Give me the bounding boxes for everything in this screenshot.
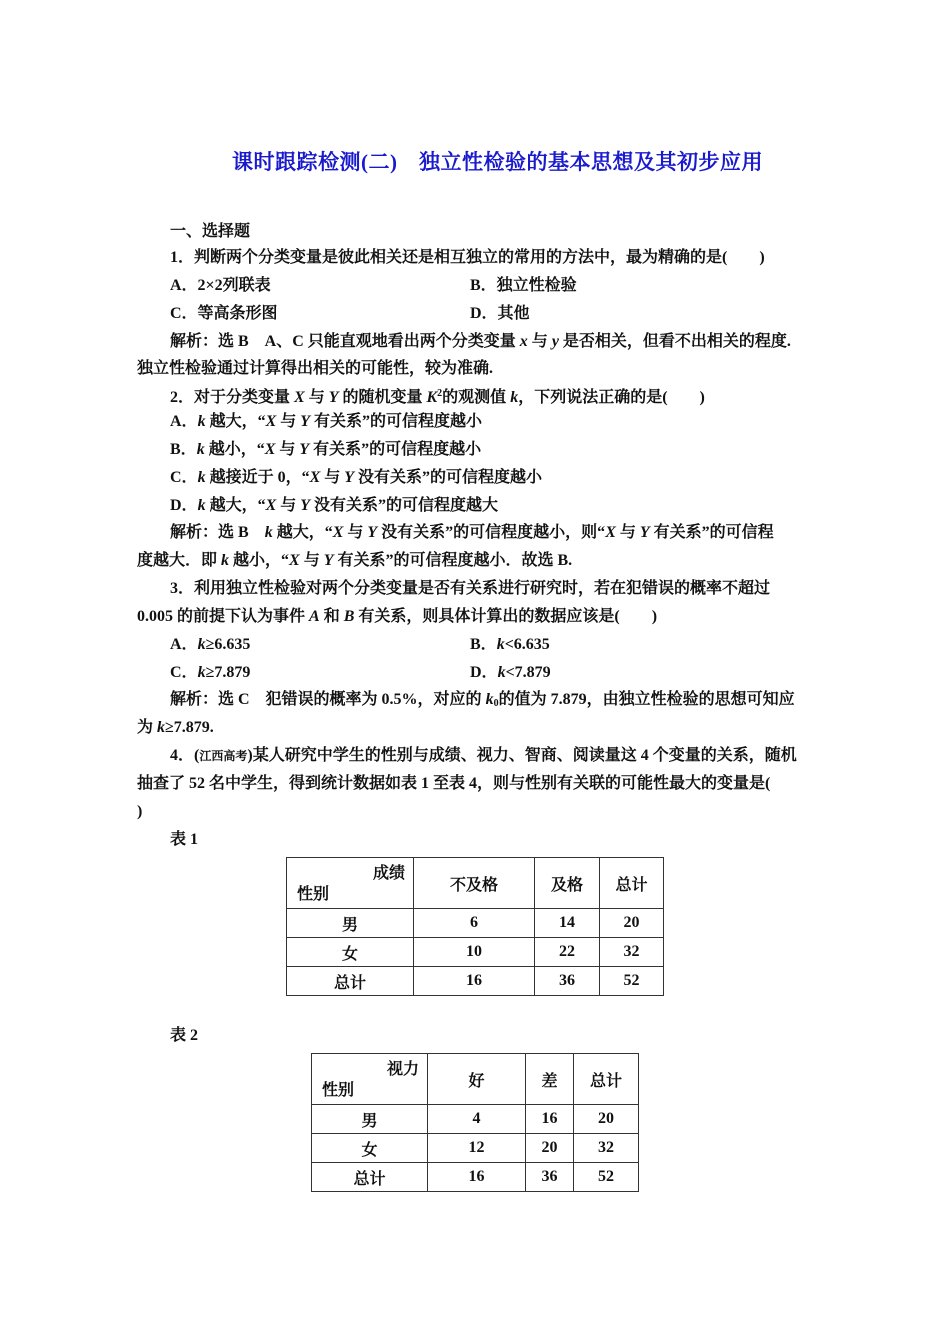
- table-cell: 16: [428, 1163, 526, 1192]
- table-cell: 20: [574, 1105, 639, 1134]
- q2-option-b: B．k 越小，“X 与 Y 有关系”的可信程度越小: [170, 441, 482, 458]
- q1-analysis-line1: 解析：选 B A、C 只能直观地看出两个分类变量 x 与 y 是否相关，但看不出相关的程度.: [170, 333, 791, 350]
- table-cell: 14: [535, 909, 600, 938]
- section-heading: 一、选择题: [170, 223, 251, 240]
- table-cell: 32: [574, 1134, 639, 1163]
- q2-analysis-line2: 度越大．即 k 越小，“X 与 Y 有关系”的可信程度越小．故选 B.: [137, 552, 573, 569]
- table1: [286, 857, 664, 996]
- table1-corner-cell: 成绩 性别: [287, 858, 414, 909]
- table-row: [287, 967, 664, 996]
- table-row: [287, 938, 664, 967]
- q4-stem-line3: ): [137, 803, 143, 820]
- table-cell: 6: [414, 909, 535, 938]
- q3-stem-line1: 3．利用独立性检验对两个分类变量是否有关系进行研究时，若在犯错误的概率不超过: [170, 580, 771, 597]
- row-label: 男: [287, 909, 414, 938]
- q3-option-b: B．k<6.635: [470, 636, 550, 653]
- q2-option-c: C．k 越接近于 0，“X 与 Y 没有关系”的可信程度越小: [170, 469, 543, 486]
- table1-col-header: 及格: [535, 858, 600, 909]
- row-label: 总计: [287, 967, 414, 996]
- table2: [311, 1053, 639, 1192]
- table1-col-header: 总计: [600, 858, 664, 909]
- row-label: 女: [287, 938, 414, 967]
- table-cell: 20: [600, 909, 664, 938]
- table-cell: 36: [535, 967, 600, 996]
- q3-analysis-line2: 为 k≥7.879.: [137, 719, 214, 736]
- q3-option-d: D．k<7.879: [470, 664, 551, 681]
- table-cell: 16: [414, 967, 535, 996]
- table2-col-header: 差: [526, 1054, 574, 1105]
- q2-stem: 2．对于分类变量 X 与 Y 的随机变量 $K^2$的观测值 k，下列说法正确的是( ): [170, 388, 705, 406]
- q1-option-c: C．等高条形图: [170, 305, 278, 322]
- table-cell: 32: [600, 938, 664, 967]
- q1-option-a: A．2×2列联表: [170, 277, 271, 294]
- table2-col-header: 总计: [574, 1054, 639, 1105]
- q2-option-d: D．k 越大，“X 与 Y 没有关系”的可信程度越大: [170, 497, 499, 514]
- table2-corner-cell: 视力 性别: [312, 1054, 428, 1105]
- table-cell: 22: [535, 938, 600, 967]
- table-cell: 20: [526, 1134, 574, 1163]
- table1-caption: 表 1: [170, 831, 199, 848]
- table-cell: 36: [526, 1163, 574, 1192]
- table-row: [312, 1105, 639, 1134]
- q1-option-d: D．其他: [470, 305, 530, 322]
- q3-option-a: A．k≥6.635: [170, 636, 251, 653]
- q3-stem-line2: 0.005 的前提下认为事件 A 和 B 有关系，则具体计算出的数据应该是( ): [137, 608, 658, 625]
- q2-option-a: A．k 越大，“X 与 Y 有关系”的可信程度越小: [170, 413, 483, 430]
- table-cell: 10: [414, 938, 535, 967]
- table-row: [312, 1134, 639, 1163]
- table-cell: 52: [600, 967, 664, 996]
- q1-option-b: B．独立性检验: [470, 277, 577, 294]
- q1-stem: 1．判断两个分类变量是彼此相关还是相互独立的常用的方法中，最为精确的是( ): [170, 249, 765, 266]
- q4-stem-line1: 4．(江西高考)某人研究中学生的性别与成绩、视力、智商、阅读量这 4 个变量的关系，随机: [170, 747, 797, 764]
- table-cell: 52: [574, 1163, 639, 1192]
- q1-analysis-line2: 独立性检验通过计算得出相关的可能性，较为准确.: [137, 360, 494, 377]
- row-label: 女: [312, 1134, 428, 1163]
- table1-col-header: 不及格: [414, 858, 535, 909]
- source-tag: 江西高考: [199, 749, 248, 763]
- q3-option-c: C．k≥7.879: [170, 664, 251, 681]
- table-cell: 12: [428, 1134, 526, 1163]
- table-cell: 4: [428, 1105, 526, 1134]
- table-row: [312, 1163, 639, 1192]
- table2-caption: 表 2: [170, 1027, 199, 1044]
- q2-analysis-line1: 解析：选 B k 越大，“X 与 Y 没有关系”的可信程度越小，则“X 与 Y 有关系”的可信程: [170, 524, 774, 541]
- q3-analysis-line1: 解析：选 C 犯错误的概率为 0.5%，对应的 $k_0$的值为 7.879，由独立性检验的思想可知应: [170, 691, 795, 709]
- table-row: [287, 909, 664, 938]
- row-label: 总计: [312, 1163, 428, 1192]
- row-label: 男: [312, 1105, 428, 1134]
- page-title: 课时跟踪检测(二) 独立性检验的基本思想及其初步应用: [232, 150, 763, 174]
- table2-col-header: 好: [428, 1054, 526, 1105]
- table-cell: 16: [526, 1105, 574, 1134]
- q4-stem-line2: 抽查了 52 名中学生，得到统计数据如表 1 至表 4，则与性别有关联的可能性最大的变量是(: [137, 775, 771, 792]
